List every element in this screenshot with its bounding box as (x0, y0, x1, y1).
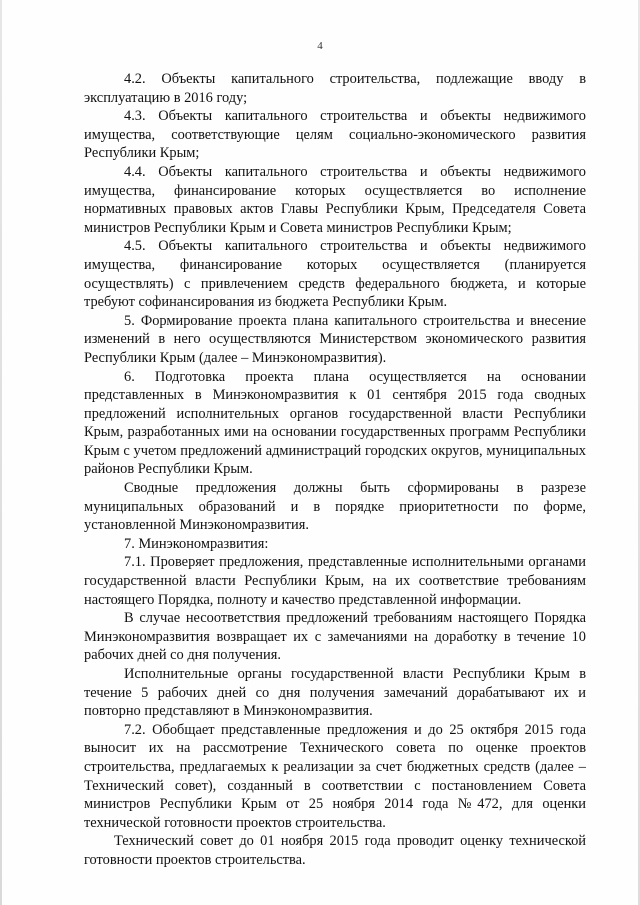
paragraph-summary-proposals: Сводные предложения должны быть сформированы в разрезе муниципальных образований и в порядке приоритетности по форме, установленной Минэкономразвития. (84, 480, 586, 534)
paragraph-5: 5. Формирование проекта плана капитального строительства и внесение изменений в него осуществляются Министерством экономического развития Республики Крым (далее – Минэкономразвития). (84, 312, 586, 366)
paragraph-rework: Исполнительные органы государственной власти Республики Крым в течение 5 рабочих дней со дня получения замечаний дорабатывают их и повторно представляют в Минэкономразвития. (84, 666, 586, 720)
page-number: 4 (317, 40, 323, 52)
paragraph-4-4: 4.4. Объекты капитального строительства и объекты недвижимого имущества, финансирование которых осуществляется во исполнение нормативных правовых актов Главы Республики Крым, Председателя Совета министров Республики Крым и Совета министров Республики Крым; (84, 163, 586, 236)
paragraph-7: 7. Минэкономразвития: (124, 535, 269, 552)
paragraph-6: 6. Подготовка проекта плана осуществляется на основании представленных в Минэкономразвития к 01 сентября 2015 года сводных предложений исполнительных органов государственной власти Республики Крым, разработанных ими на основании государственных программ Республики Крым с учетом предложений администраций городских округов, муниципальных районов Республики Крым. (84, 368, 586, 478)
document-body (84, 70, 586, 870)
scan-edge-left (0, 0, 2, 905)
paragraph-4-5: 4.5. Объекты капитального строительства и объекты недвижимого имущества, финансирование которых осуществляется (планируется осуществлять) с привлечением средств федерального бюджета, и которые требуют софинансирования из бюджета Республики Крым. (84, 238, 586, 311)
paragraph-7-2: 7.2. Обобщает представленные предложения и до 25 октября 2015 года выносит их на рассмотрение Технического совета по оценке проектов строительства, предлагаемых к реализации за счет бюджетных средств (далее – Технический совет), созданный в соответствии с постановлением Совета министров Республики Крым от 25 ноября 2014 года №472, для оценки технической готовности проектов строительства. (84, 721, 586, 831)
paragraph-4-2: 4.2. Объекты капитального строительства, подлежащие вводу в эксплуатацию в 2016 году; (84, 71, 586, 106)
paragraph-technical-council: Технический совет до 01 ноября 2015 года проводит оценку технической готовности проектов строительства. (84, 833, 586, 868)
paragraph-mismatch-case: В случае несоответствия предложений требованиям настоящего Порядка Минэкономразвития возвращает их с замечаниями на доработку в течение 10 рабочих дней со дня получения. (84, 610, 586, 664)
paragraph-7-1: 7.1. Проверяет предложения, представленные исполнительными органами государственной власти Республики Крым, на их соответствие требованиям настоящего Порядка, полноту и качество представленной информации. (84, 554, 586, 608)
paragraph-4-3: 4.3. Объекты капитального строительства и объекты недвижимого имущества, соответствующие целям социально-экономического развития Республики Крым; (84, 108, 586, 162)
